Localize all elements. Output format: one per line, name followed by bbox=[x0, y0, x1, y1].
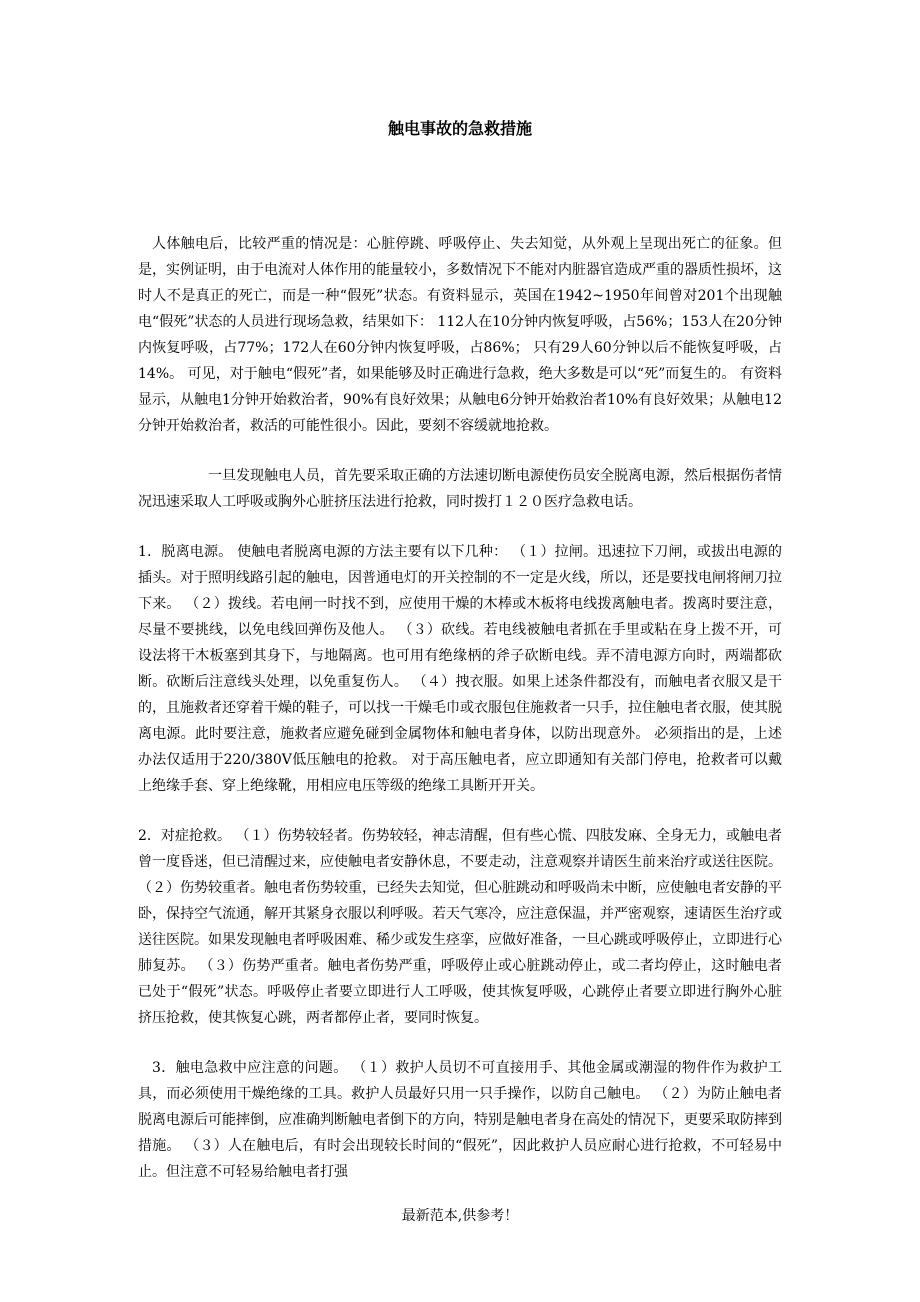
paragraph-disconnect-power: 1．脱离电源。 使触电者脱离电源的方法主要有以下几种： （１）拉闸。迅速拉下刀闸，或拔出电源的插头。对于照明线路引起的触电，因普通电灯的开关控制的不一定是火线，所以，还是要找电闸将闸刀拉下来。 （２）拨线。若电闸一时找不到，应使用干燥的木棒或木板将电线拨离触电者。拨离时要注意，尽量不要挑线，以免电线回弹伤及他人。 （３）砍线。若电线被触电者抓在手里或粘在身上拨不开，可设法将干木板塞到其身下，与地隔离。也可用有绝缘柄的斧子砍断电线。弄不清电源方向时，两端都砍断。砍断后注意线头处理，以免重复伤人。 （４）拽衣服。如果上述条件都没有，而触电者衣服又是干的，且施救者还穿着干燥的鞋子，可以找一干燥毛巾或衣服包住施救者一只手，拉住触电者衣服，使其脱离电源。此时要注意，施救者应避免碰到金属物体和触电者身体，以防出现意外。 必须指出的是，上述办法仅适用于220/380V低压触电的抢救。 对于高压触电者，应立即通知有关部门停电，抢救者可以戴上绝缘手套、穿上绝缘靴，用相应电压等级的绝缘工具断开开关。 bbox=[138, 544, 782, 794]
document-title: 触电事故的急救措施 bbox=[387, 119, 532, 138]
paragraph-symptomatic-rescue: 2．对症抢救。 （１）伤势较轻者。伤势较轻，神志清醒，但有些心慌、四肢发麻、全身无力，或触电者曾一度昏迷，但已清醒过来，应使触电者安静休息，不要走动，注意观察并请医生前来治疗或送往医院。 （２）伤势较重者。触电者伤势较重，已经失去知觉，但心脏跳动和呼吸尚未中断，应使触电者安静的平卧，保持空气流通，解开其紧身衣服以利呼吸。若天气寒冷，应注意保温，并严密观察，速请医生治疗或送往医院。如果发现触电者呼吸困难、稀少或发生痉挛，应做好准备，一旦心跳或呼吸停止，立即进行心肺复苏。 （３）伤势严重者。触电者伤势严重，呼吸停止或心脏跳动停止，或二者均停止，这时触电者已处于“假死”状态。呼吸停止者要立即进行人工呼吸，使其恢复呼吸，心跳停止者要立即进行胸外心脏挤压抢救，使其恢复心跳，两者都停止者，要同时恢复。 bbox=[138, 828, 782, 1026]
paragraph-intro: 人体触电后，比较严重的情况是：心脏停跳、呼吸停止、失去知觉，从外观上呈现出死亡的征象。但是，实例证明，由于电流对人体作用的能量较小，多数情况下不能对内脏器官造成严重的器质性损坏，这时人不是真正的死亡，而是一种“假死”状态。有资料显示，英国在1942~1950年间曾对201个出现触电“假死”状态的人员进行现场急救，结果如下： 112人在10分钟内恢复呼吸，占56%；153人在20分钟内恢复呼吸，占77%；172人在60分钟内恢复呼吸，占86%； 只有29人60分钟以后不能恢复呼吸，占14%。 可见，对于触电“假死”者，如果能够及时正确进行急救，绝大多数是可以“死”而复生的。 有资料显示，从触电1分钟开始救治者，90%有良好效果；从触电6分钟开始救治者10%有良好效果；从触电12分钟开始救治者，救活的可能性很小。因此，要刻不容缓就地抢救。 bbox=[138, 236, 782, 434]
document-body bbox=[138, 231, 782, 1209]
page-footer: 最新范本,供参考！ bbox=[401, 1208, 519, 1224]
paragraph-first-steps: 一旦发现触电人员，首先要采取正确的方法速切断电源使伤员安全脱离电源，然后根据伤者情况迅速采取人工呼吸或胸外心脏挤压法进行抢救，同时拨打１２０医疗急救电话。 bbox=[138, 468, 782, 510]
paragraph-precautions: 3．触电急救中应注意的问题。 （１）救护人员切不可直接用手、其他金属或潮湿的物件作为救护工具，而必须使用干燥绝缘的工具。救护人员最好只用一只手操作，以防自己触电。 （２）为防止触电者脱离电源后可能摔倒，应准确判断触电者倒下的方向，特别是触电者身在高处的情况下，更要采取防摔到措施。 （３）人在触电后，有时会出现较长时间的“假死”，因此救护人员应耐心进行抢救，不可轻易中止。但注意不可轻易给触电者打强 bbox=[138, 1060, 782, 1180]
